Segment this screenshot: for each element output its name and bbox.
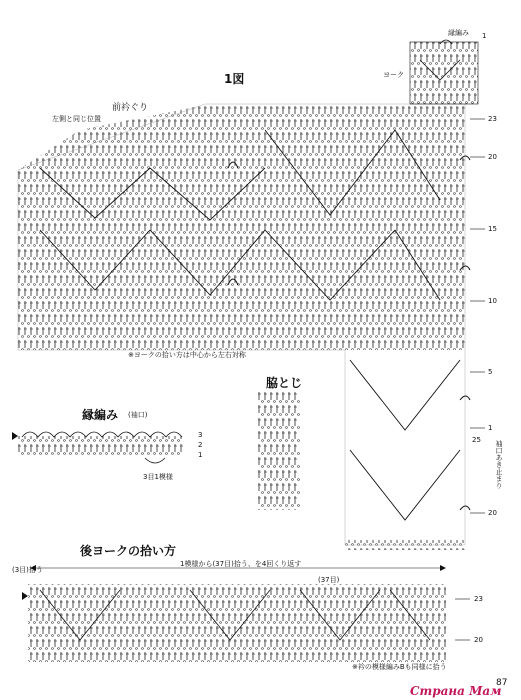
right-top-label: 1 [482, 32, 487, 40]
back-yoke-pick-label: (3目)拾う [12, 566, 43, 574]
sleeve-opening-label: 袖口あき止まり [495, 440, 503, 489]
neckline-label: 前衿ぐり [112, 103, 149, 113]
edging-title: 縁編み [82, 408, 119, 422]
symmetric-note: ※ヨークの拾い方は中心から左右対称 [128, 351, 246, 359]
edging-top-label: 縁編み [448, 29, 469, 37]
back-yoke-row-label: 23 [474, 595, 483, 603]
back-yoke-repeat-instruction: 1模様から(37目)拾う、を4回くり返す [180, 560, 302, 568]
edging-subtitle: (袖口) [128, 411, 148, 419]
row-label: 23 [488, 115, 497, 123]
row-label: 10 [488, 297, 497, 305]
back-yoke-note: ※衿の模様編みBも同様に拾う [352, 663, 447, 671]
row-label: 1 [488, 424, 493, 432]
yoke-detail [410, 40, 478, 104]
main-chart [18, 104, 470, 550]
side-seam-title: 脇とじ [266, 376, 303, 390]
same-position-label: 左側と同じ位置 [52, 115, 101, 123]
edging-repeat-label: 3目1模様 [143, 473, 173, 481]
figure-title: 1図 [224, 72, 245, 86]
edging-row-label: 1 [198, 451, 203, 459]
page-number: 87 [496, 678, 508, 688]
edging-row-label: 3 [198, 431, 203, 439]
row-label: 20 [488, 509, 497, 517]
yoke-label: ヨーク [383, 71, 404, 79]
row-label: 15 [488, 225, 497, 233]
back-yoke-chart [22, 565, 446, 662]
back-yoke-count-label: (37目) [318, 576, 340, 584]
edging-chart [12, 432, 183, 463]
back-yoke-title: 後ヨークの拾い方 [80, 544, 177, 558]
row-label: 5 [488, 368, 493, 376]
edging-row-label: 2 [198, 441, 203, 449]
row-label: 20 [488, 153, 497, 161]
back-yoke-row-label: 20 [474, 636, 483, 644]
row-label: 25 [472, 436, 481, 444]
side-seam-chart [258, 392, 300, 510]
watermark: Страна Мам [410, 684, 502, 698]
